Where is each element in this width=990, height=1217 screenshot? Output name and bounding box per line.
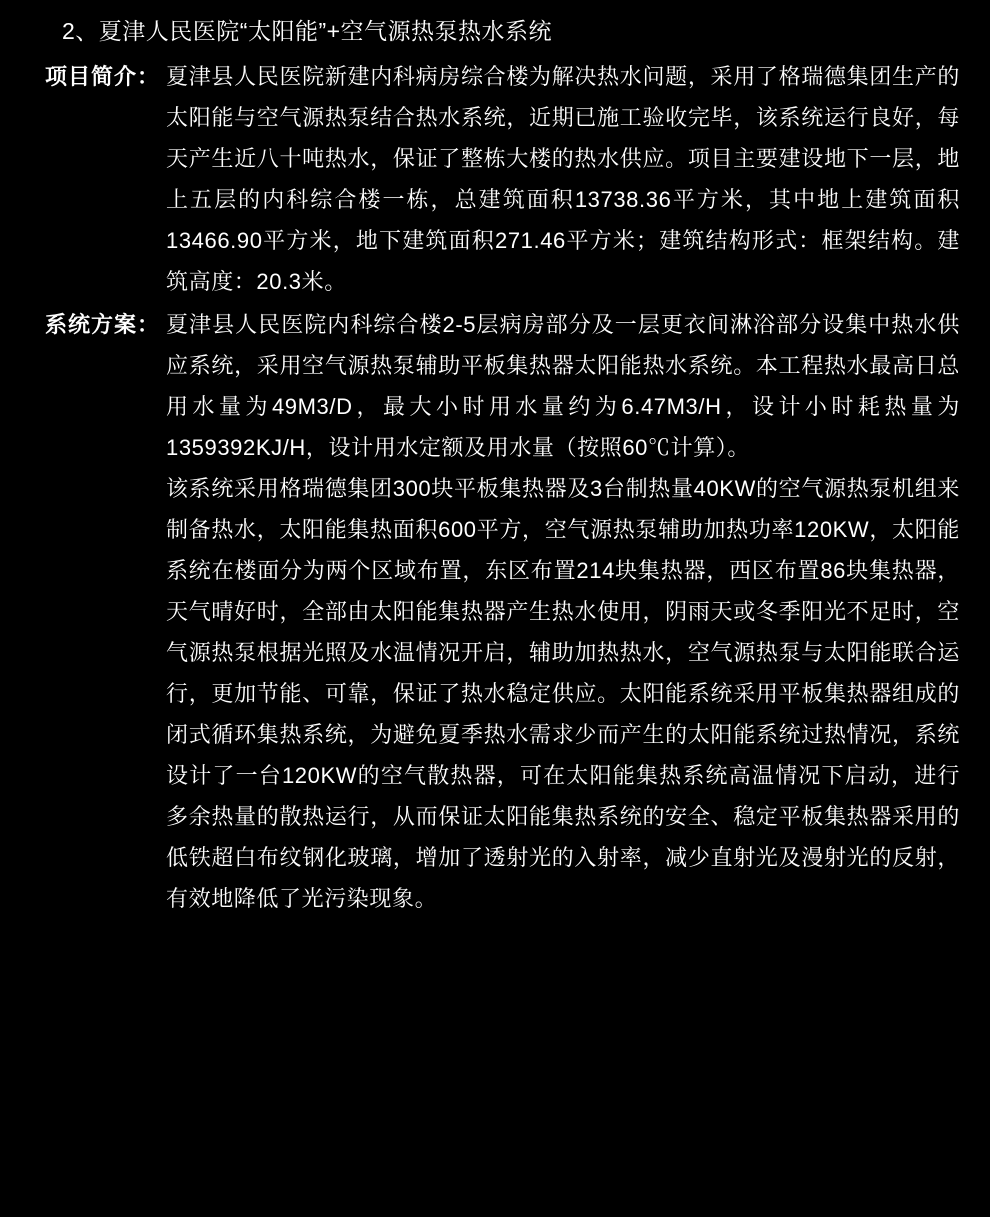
page-title: 2、夏津人民医院“太阳能”+空气源热泵热水系统 <box>62 18 553 44</box>
section-system-plan <box>30 304 960 919</box>
section-label-project-intro: 项目简介： <box>44 64 160 89</box>
section-project-intro <box>30 56 960 302</box>
paragraph: 夏津县人民医院内科综合楼2-5层病房部分及一层更衣间淋浴部分设集中热水供应系统，采用空气源热泵辅助平板集热器太阳能热水系统。本工程热水最高日总用水量为49M3/D，最大小时用水量约为6.47M3/H，设计小时耗热量为1359392KJ/H，设计用水定额及用水量（按照60℃计算）。 <box>166 312 960 460</box>
section-body-system-plan <box>166 304 960 919</box>
paragraph: 夏津县人民医院新建内科病房综合楼为解决热水问题，采用了格瑞德集团生产的太阳能与空气源热泵结合热水系统，近期已施工验收完毕，该系统运行良好，每天产生近八十吨热水，保证了整栋大楼的热水供应。项目主要建设地下一层，地上五层的内科综合楼一栋，总建筑面积13738.36平方米，其中地上建筑面积13466.90平方米，地下建筑面积271.46平方米；建筑结构形式：框架结构。建筑高度：20.3米。 <box>166 64 960 294</box>
paragraph: 该系统采用格瑞德集团300块平板集热器及3台制热量40KW的空气源热泵机组来制备热水，太阳能集热面积600平方，空气源热泵辅助加热功率120KW，太阳能系统在楼面分为两个区域布置，东区布置214块集热器，西区布置86块集热器，天气晴好时，全部由太阳能集热器产生热水使用，阴雨天或冬季阳光不足时，空气源热泵根据光照及水温情况开启，辅助加热热水，空气源热泵与太阳能联合运行，更加节能、可靠，保证了热水稳定供应。太阳能系统采用平板集热器组成的闭式循环集热系统，为避免夏季热水需求少而产生的太阳能系统过热情况，系统设计了一台120KW的空气散热器，可在太阳能集热系统高温情况下启动，进行多余热量的散热运行，从而保证太阳能集热系统的安全、稳定平板集热器采用的低铁超白布纹钢化玻璃，增加了透射光的入射率，减少直射光及漫射光的反射，有效地降低了光污染现象。 <box>166 476 960 911</box>
section-label-system-plan: 系统方案： <box>44 312 160 337</box>
section-body-project-intro <box>166 56 960 302</box>
